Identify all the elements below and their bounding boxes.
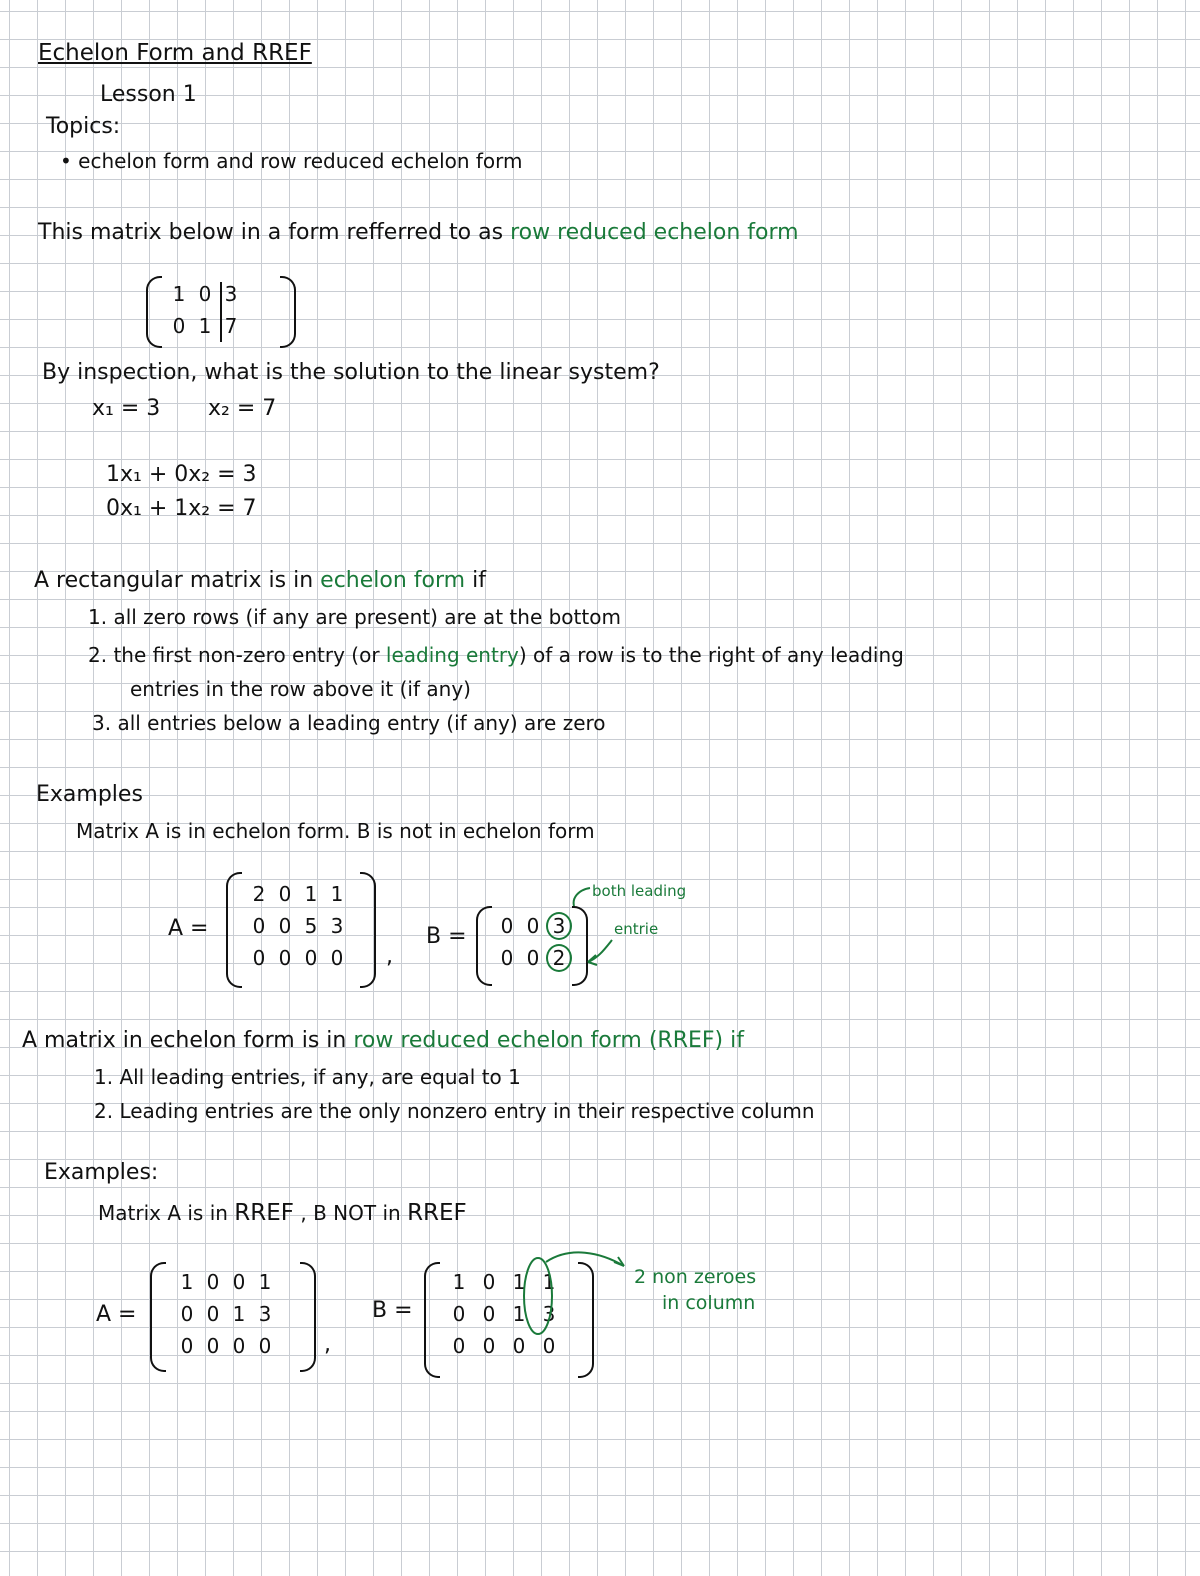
right-paren [300,1262,316,1372]
echelon-highlight: echelon form [320,568,466,593]
solution-x1: x₁ = 3 [92,396,161,421]
matrix-cell: 0 [180,1302,194,1326]
annotation-nonzeros: 2 non zeroes [634,1266,757,1288]
annotation-both-leading: both leading [592,882,687,900]
augment-bar [220,282,222,342]
echelon-lead-end: if [472,568,486,593]
topic-item: • echelon form and row reduced echelon form [60,149,523,173]
examples2-sentence [98,1200,467,1226]
matrix-cell: 0 [512,1334,526,1358]
matrix-cell: 0 [482,1302,496,1326]
matrix-cell: 3 [542,1302,556,1326]
matrix-cell: 3 [224,282,238,306]
rule2-part-b: ) of a row is to the right of any leading [518,643,904,667]
matrix-cell: 0 [206,1334,220,1358]
annotation-entrie: entrie [614,920,659,938]
arrow-curve-icon [588,940,612,962]
solution-x2: x₂ = 7 [208,396,277,421]
echelon-rule-2 [88,642,904,668]
page-title: Echelon Form and RREF [38,40,312,66]
rref-rule-2: 2. Leading entries are the only nonzero entry in their respective column [94,1099,815,1123]
matrix-cell: 0 [526,914,540,938]
matrix-b2-label: B = [372,1298,413,1323]
matrix-cell: 1 [172,282,186,306]
matrix-cell: 1 [542,1270,556,1294]
echelon-rule-3: 3. all entries below a leading entry (if any) are zero [92,711,606,735]
matrix-cell: 7 [224,314,238,338]
matrix-cell: 3 [546,912,572,940]
example1-matrix-b [476,906,588,986]
rref-lead: A matrix in echelon form is in [22,1028,347,1053]
equation-2: 0x₁ + 1x₂ = 7 [106,496,257,521]
matrix-cell: 0 [198,282,212,306]
rule2-green: leading entry [385,643,519,667]
matrix-a2-label: A = [96,1302,137,1327]
intro-augmented-matrix [146,276,296,348]
matrix-cell: 3 [330,914,344,938]
matrix-cell: 0 [452,1302,466,1326]
examples2-part-d: RREF [407,1200,467,1226]
matrix-cell: 0 [232,1270,246,1294]
matrix-cell: 1 [512,1302,526,1326]
left-paren [146,276,162,348]
matrix-cell: 0 [330,946,344,970]
matrix-cell: 1 [198,314,212,338]
examples2-part-a: Matrix A is in [98,1201,228,1225]
matrix-cell: 0 [304,946,318,970]
matrix-cell: 0 [252,946,266,970]
matrix-cell: 0 [526,946,540,970]
matrix-cell: 0 [206,1270,220,1294]
matrix-cell: 0 [482,1334,496,1358]
echelon-rule-2-cont: entries in the row above it (if any) [130,677,471,701]
matrix-cell: 0 [258,1334,272,1358]
matrix-cell: 2 [546,944,572,972]
separator-comma: , [386,944,393,969]
matrix-cell: 0 [278,946,292,970]
echelon-lead: A rectangular matrix is in [34,568,314,593]
matrix-cell: 1 [512,1270,526,1294]
left-paren [476,906,492,986]
arrow-curve-icon [574,888,590,906]
matrix-cell: 1 [258,1270,272,1294]
examples2-label: Examples: [44,1160,159,1185]
matrix-cell: 5 [304,914,318,938]
echelon-definition [34,568,486,594]
matrix-cell: 1 [180,1270,194,1294]
left-paren [150,1262,166,1372]
rule2-part-a: 2. the first non-zero entry (or [88,643,380,667]
matrix-cell: 1 [304,882,318,906]
separator-comma: , [324,1332,331,1357]
matrix-cell: 0 [172,314,186,338]
intro-text: This matrix below in a form refferred to as [38,220,504,245]
matrix-cell: 2 [252,882,266,906]
matrix-a-label: A = [168,916,209,941]
annotation-in-column: in column [662,1292,756,1314]
examples2-part-c: , B NOT in [300,1201,401,1225]
right-paren [360,872,376,988]
left-paren [424,1262,440,1378]
equation-1: 1x₁ + 0x₂ = 3 [106,462,257,487]
matrix-cell: 0 [278,882,292,906]
leading-entry-circled [546,944,572,972]
matrix-cell: 0 [278,914,292,938]
matrix-b-label: B = [426,924,467,949]
intro-highlight: row reduced echelon form [510,220,799,245]
right-paren [578,1262,594,1378]
matrix-cell: 0 [482,1270,496,1294]
matrix-cell: 1 [330,882,344,906]
matrix-cell: 0 [206,1302,220,1326]
matrix-cell: 0 [542,1334,556,1358]
inspection-question: By inspection, what is the solution to the linear system? [42,360,660,385]
matrix-cell: 0 [500,914,514,938]
matrix-cell: 0 [500,946,514,970]
example2-matrix-b [424,1262,594,1378]
matrix-cell: 0 [252,914,266,938]
example1-matrix-a [226,872,376,988]
matrix-cell: 1 [232,1302,246,1326]
rref-tail: (RREF) if [648,1028,744,1053]
matrix-cell: 0 [180,1334,194,1358]
example2-matrix-a [150,1262,316,1372]
echelon-rule-1: 1. all zero rows (if any are present) are at the bottom [88,605,621,629]
examples-label: Examples [36,782,143,807]
intro-sentence [38,220,799,246]
matrix-cell: 1 [452,1270,466,1294]
examples2-part-b: RREF [234,1200,295,1226]
right-paren [572,906,588,986]
arrow-head-icon [614,1257,624,1266]
rref-highlight: row reduced echelon form [353,1028,642,1053]
right-paren [280,276,296,348]
examples-sentence: Matrix A is in echelon form. B is not in echelon form [76,819,595,843]
leading-entry-circled [546,912,572,940]
topics-label: Topics: [46,114,121,139]
matrix-cell: 0 [232,1334,246,1358]
matrix-cell: 0 [452,1334,466,1358]
rref-rule-1: 1. All leading entries, if any, are equal to 1 [94,1065,521,1089]
left-paren [226,872,242,988]
lesson-label: Lesson 1 [100,82,197,107]
matrix-cell: 3 [258,1302,272,1326]
arrow-head-icon [588,955,597,965]
rref-definition [22,1028,744,1054]
